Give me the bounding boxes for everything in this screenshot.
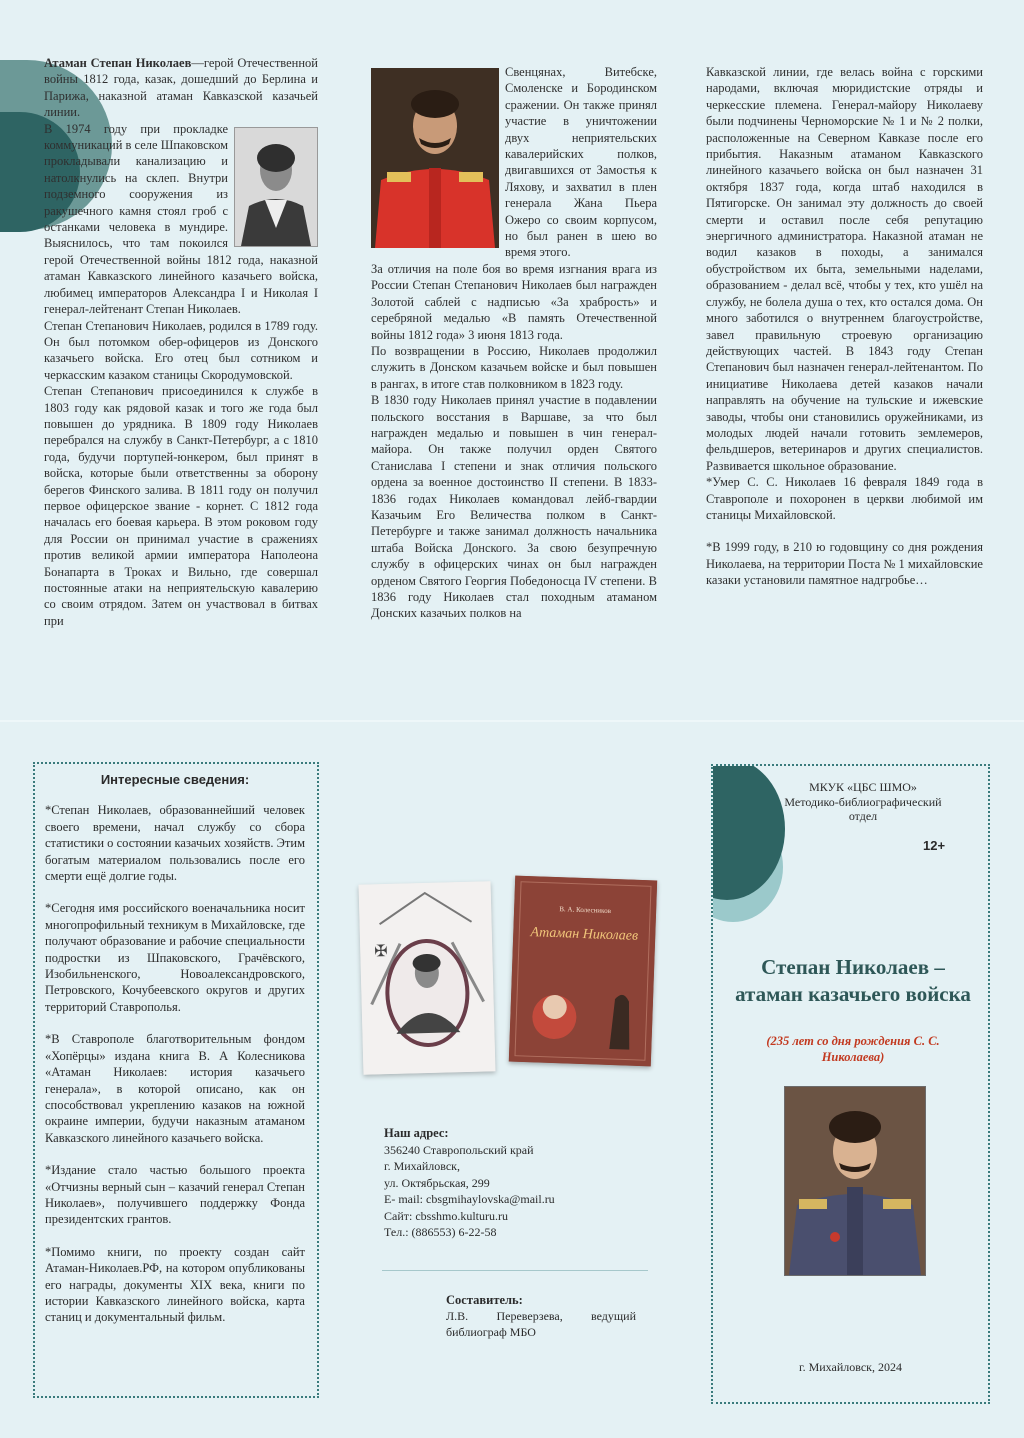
spacer	[706, 523, 983, 539]
address-line: ул. Октябрьская, 299	[384, 1175, 490, 1190]
fact-item: *Помимо книги, по проекту создан сайт Атаман-Николаев.РФ, на котором опубликованы его награды, документы XIX века, книги по истории Кавказского линейного войска, карта станиц и документальный фильм.	[45, 1244, 305, 1325]
address-line: 356240 Ставропольский край	[384, 1142, 534, 1157]
column-3	[706, 64, 983, 589]
city-year: г. Михайловск, 2024	[799, 1360, 902, 1374]
fact-item: *Издание стало частью большого проекта «Отчизны верный сын – казачий генерал Степан Николаев», получившего поддержку Фонда президентских грантов.	[45, 1163, 305, 1227]
svg-text:✠: ✠	[374, 943, 388, 961]
fact-item: *В Ставрополе благотворительным фондом «Хопёрцы» издана книга В. А Колесникова «Атаман Николаев: история казачьего генерала», в которой описано, как он способствовал укреплению казаков на южной окраине империи, будучи наказным атаманом Кавказского линейного казачьего войска.	[45, 1032, 305, 1145]
battles-paragraph: Свенцянах, Витебске, Смоленске и Бородинском сражении. Он также принял участие в уничтожении двух неприятельских кавалерийских полков, двигавшихся от Замостья к Ляхову, и захватил в плен генерала Жана Пьера Ожеро со своим корпусом, но был ранен в шею во время этого.	[505, 65, 657, 260]
memorial-paragraph: *В 1999 году, в 210 ю годовщину со дня рождения Николаева, на территории Поста № 1 михайловские казаки установили памятное надгробье…	[706, 540, 983, 588]
career-paragraph: Степан Степанович присоединился к службе в 1803 году как рядовой казак и того же года был повышен до урядника. В 1809 году Николаев перебрался на службу в Санкт-Петербург, а с 1810 года, будучи портупей-юнкером, был принят в войска, которые были ответственны за оборону берегов Финского залива. В 1811 году он получил первое офицерское звание - корнет. С 1812 года началась его боевая карьера. В этом роковом году для России он принимал участие в сражениях против великой армии императора Наполеона Бонапарта в Троках и Вильно, где совершал постоянные атаки на неприятельскую кавалерию со своим отрядом. Затем он участвовал в битвах при	[44, 384, 318, 628]
fact-item: *Степан Николаев, образованнейший человек своего времени, начал службу со сбора статистики о состоянии казачьих хозяйств. Этим богатым материалом пользовались после его смерти ещё долгие годы.	[45, 803, 305, 884]
birth-paragraph: Степан Степанович Николаев, родился в 1789 году. Он был потомком обер-офицеров из Донского казачьего войска. Его отец был сотником и черкасским казаком станицы Скородумовской.	[44, 318, 318, 382]
awards-paragraph: За отличия на поле боя во время изгнания врага из России Степан Степанович Николаев был награжден Золотой саблей с надписью «За храбрость» и серебряной медалью «В память Отечественной войны 1812 года» 3 июня 1813 года.	[371, 261, 657, 342]
fact-item: *Сегодня имя российского военачальника носит многопрофильный техникум в Михайловске, где получают образование и рабочие специальности подростки из Шпаковского, Грачёвского, Изобильненского, Новоалександровского, Петровского, Кочубеевского округов и других территорий Ставрополья.	[45, 901, 305, 1014]
portrait-image	[234, 127, 318, 247]
compiler-text: Л.В. Переверзева, ведущий библиограф МБО	[446, 1309, 636, 1339]
address-line: г. Михайловск,	[384, 1159, 460, 1173]
intro-paragraph: Атаман Степан Николаев—герой Отечественной войны 1812 года, казак, дошедший до Берлина и Парижа, наказной атаман Кавказской казачьей линии.	[44, 56, 318, 120]
fold-line	[0, 720, 1024, 722]
portrait-drawing	[235, 128, 317, 246]
portrait-red-uniform	[371, 68, 499, 248]
facts-panel	[33, 762, 319, 1398]
email-line[interactable]: E- mail: cbsgmihaylovska@mail.ru	[384, 1192, 555, 1206]
cover-portrait	[784, 1086, 926, 1276]
poland-paragraph: В 1830 году Николаев принял участие в подавлении польского восстания в Варшаве, за что был награжден медалью и повышен в чин генерал-майора. Он также получил орден Святого Станислава I степени и знак отличия польского ордена за военное достоинство II степени. В 1833-1836 годах Николаев командовал лейб-гвардии Казачьим Его Величества полком в Санкт-Петербурге и также занимал должность начальника штаба Войска Донского. За свою безупречную службу в офицерских чинах он был награжден орденом Святого Георгия Победоносца IV степени. В 1836 году Николаев стал походным атаманом Донских казачьих полков на	[371, 393, 657, 621]
cover-subtitle: (235 лет со дня рождения С. С. Николаева)	[766, 1034, 940, 1064]
book-cover-drawing	[509, 876, 657, 1067]
facts-title: Интересные сведения:	[100, 772, 250, 787]
phone-line: Тел.: (886553) 6-22-58	[384, 1225, 497, 1239]
organization-name: МКУК «ЦБС ШМО» Методико-библиографический отдел	[784, 780, 942, 823]
discovery-paragraph: В 1974 году при прокладке коммуникаций в селе Шпаковском прокладывали канализацию и натолкнулись на склеп. Внутри подземного сооружения из ракушечного камня стоял гроб с останками человека в мундире. Выяснилось, что там покоился герой Отечественной войны 1812 года, наказной атаман Кавказского линейного казачьего войска, любимец императоров Александра I и Николая I генерал-лейтенант Степан Николаев.	[44, 121, 318, 317]
engraving-drawing	[359, 881, 496, 1074]
portrait-drawing	[785, 1087, 925, 1275]
age-rating: 12+	[923, 838, 946, 853]
return-paragraph: По возвращении в Россию, Николаев продолжил служить в Донском казачьем войске и был повышен в рангах, в итоге став полковником в 1823 году.	[371, 343, 657, 391]
engraving-image	[359, 881, 496, 1074]
separator	[382, 1270, 648, 1271]
portrait-drawing	[371, 68, 499, 248]
address-block	[384, 1125, 555, 1241]
book-cover-image	[509, 876, 657, 1067]
address-label: Наш адрес:	[384, 1126, 449, 1140]
website-line[interactable]: Сайт: cbsshmo.kulturu.ru	[384, 1208, 508, 1223]
ataman-paragraph: Кавказской линии, где велась война с горскими народами, включая мюридистские отряды и черкесские племена. Генерал-майору Николаеву были подчинены Черноморские № 1 и № 2 полки, расположенные на Северном Кавказе после его прибытия. Наказным атаманом Кавказского линейного казачьего войска он был назначен 31 октября 1837 года, когда штаб находился в Пятигорске. Он занимал эту должность до своей смерти и оставил после себя репутацию энергичного администратора. Наказной атаман не водил казаков в походы, а занимался обустройством их быта, земельными наделами, образованием - делал всё, чтобы у тех, кто ушёл на службу, не болела душа о тех, кто остался дома. Он много заботился о внутреннем благоустройстве, завел правильную строевую организацию действующих частей. В 1843 году Степан Степанович был назначен генерал-лейтенантом. По инициативе Николаева детей казаков начали направлять на обучение на тульские и ижевские заводы, чтобы они становились оружейниками, из молодых людей начали готовить землемеров, фельдшеров, ветеринаров и других специалистов. Развивается школьное образование.	[706, 65, 983, 473]
column-2	[371, 64, 657, 622]
cover-panel	[711, 764, 990, 1404]
book-title: Атаман Николаев	[530, 925, 639, 944]
lead-name: Атаман Степан Николаев	[44, 56, 192, 70]
book-author: В. А. Колесников	[559, 905, 612, 915]
compiler-block	[446, 1292, 636, 1340]
column-1	[44, 55, 318, 629]
cover-title: Степан Николаев – атаман казачьего войска	[735, 955, 971, 1006]
death-paragraph: *Умер С. С. Николаев 16 февраля 1849 года в Ставрополе и похоронен в церкви любимой им станицы Михайловской.	[706, 475, 983, 522]
compiler-label: Составитель:	[446, 1293, 523, 1307]
